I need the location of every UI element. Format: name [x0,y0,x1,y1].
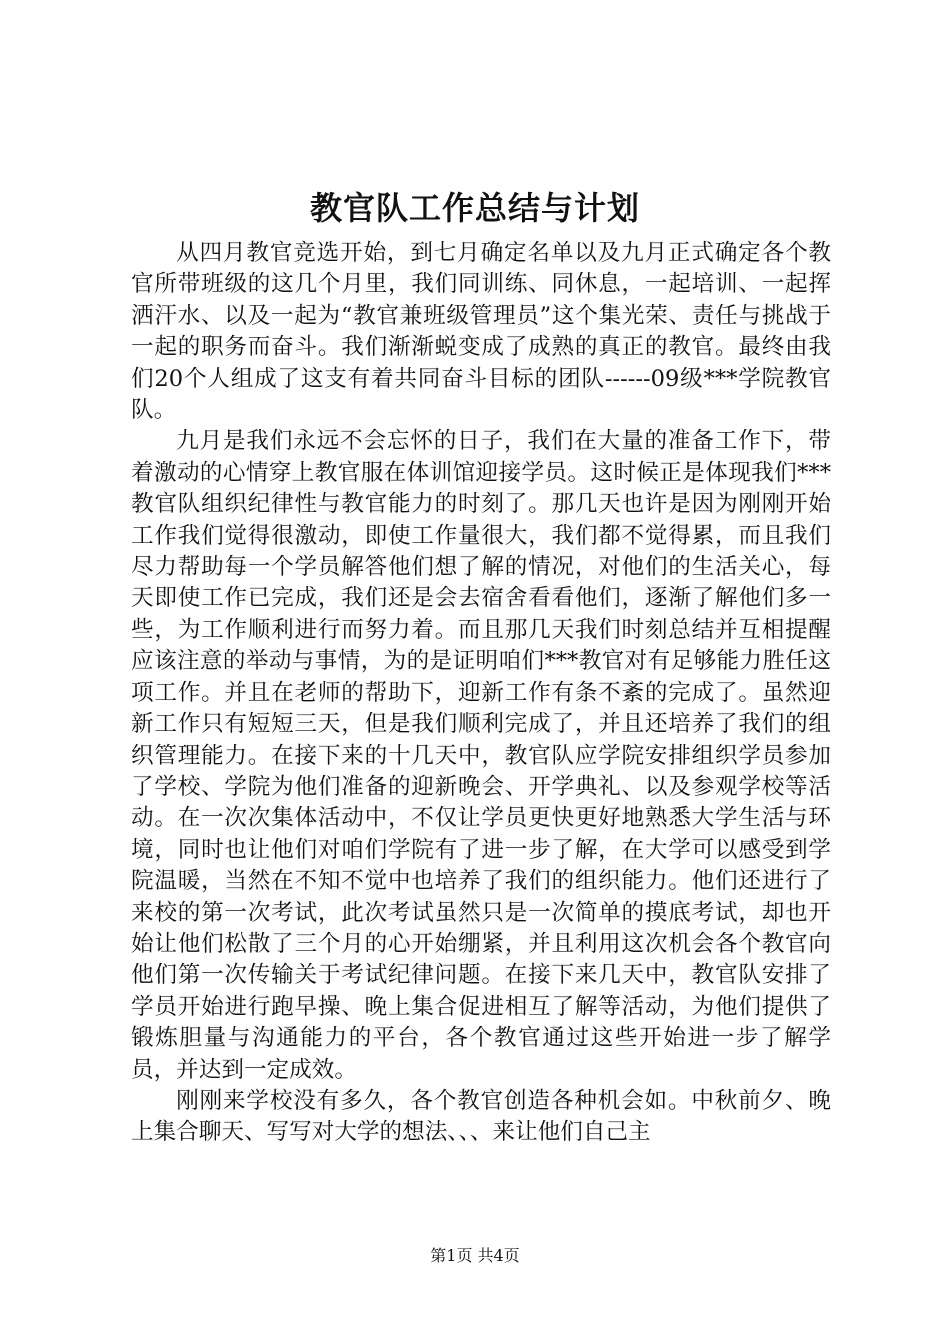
document-body [131,238,831,1149]
paragraph-2: 九月是我们永远不会忘怀的日子，我们在大量的准备工作下，带着激动的心情穿上教官服在体训馆迎接学员。这时候正是体现我们***教官队组织纪律性与教官能力的时刻了。那几天也许是因为刚刚开始工作我们觉得很激动，即使工作量很大，我们都不觉得累，而且我们尽力帮助每一个学员解答他们想了解的情况，对他们的生活关心，每天即使工作已完成，我们还是会去宿舍看看他们，逐渐了解他们多一些，为工作顺利进行而努力着。而且那几天我们时刻总结并互相提醒应该注意的举动与事情，为的是证明咱们***教官对有足够能力胜任这项工作。并且在老师的帮助下，迎新工作有条不紊的完成了。虽然迎新工作只有短短三天，但是我们顺利完成了，并且还培养了我们的组织管理能力。在接下来的十几天中，教官队应学院安排组织学员参加了学校、学院为他们准备的迎新晚会、开学典礼、以及参观学校等活动。在一次次集体活动中，不仅让学员更快更好地熟悉大学生活与环境，同时也让他们对咱们学院有了进一步了解，在大学可以感受到学院温暖，当然在不知不觉中也培养了我们的组织能力。他们还进行了来校的第一次考试，此次考试虽然只是一次简单的摸底考试，却也开始让他们松散了三个月的心开始绷紧，并且利用这次机会各个教官向他们第一次传输关于考试纪律问题。在接下来几天中，教官队安排了学员开始进行跑早操、晚上集合促进相互了解等活动，为他们提供了锻炼胆量与沟通能力的平台，各个教官通过这些开始进一步了解学员，并达到一定成效。 [131,428,831,1083]
page-number-footer: 第1页 共4页 [430,1246,520,1265]
document-title: 教官队工作总结与计划 [309,189,640,227]
paragraph-3: 刚刚来学校没有多久，各个教官创造各种机会如。中秋前夕、晚上集合聊天、写写对大学的想法、、、来让他们自己主 [131,1087,831,1146]
paragraph-1: 从四月教官竞选开始，到七月确定名单以及九月正式确定各个教官所带班级的这几个月里，我们同训练、同休息，一起培训、一起挥洒汗水、以及一起为“教官兼班级管理员”这个集光荣、责任与挑战于一起的职务而奋斗。我们渐渐蜕变成了成熟的真正的教官。最终由我们20个人组成了这支有着共同奋斗目标的团队------09级***学院教官队。 [131,240,831,424]
